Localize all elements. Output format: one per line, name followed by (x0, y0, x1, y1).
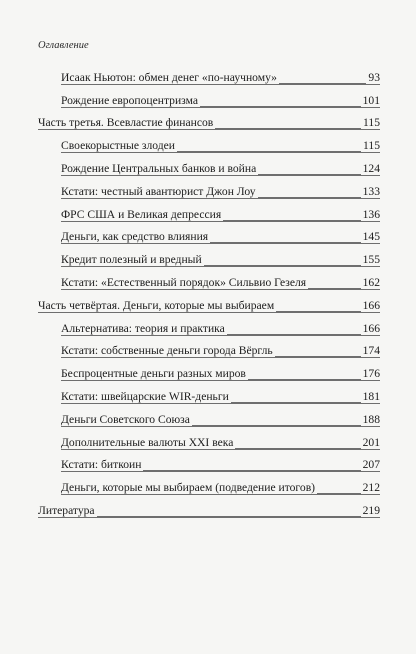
toc-chapter-entry (38, 246, 380, 269)
toc-chapter-entry (38, 338, 380, 361)
toc-entry-page-number: 136 (362, 207, 380, 221)
toc-entry-page-number: 188 (362, 412, 380, 426)
toc-part-entry (38, 292, 380, 315)
toc-entry-rule (61, 357, 380, 358)
toc-entry-title: Деньги Советского Союза (61, 412, 190, 426)
toc-entry-title: Часть четвёртая. Деньги, которые мы выбираем (38, 298, 275, 312)
toc-entry-page-number: 176 (362, 367, 380, 381)
toc-entry-rule (61, 107, 380, 108)
toc-entry-title: ФРС США и Великая депрессия (61, 207, 222, 221)
table-of-contents (38, 64, 380, 520)
toc-entry-rule (61, 471, 380, 472)
toc-entry-rule (61, 380, 380, 381)
toc-entry-title: Кстати: швейцарские WIR-деньги (61, 389, 229, 403)
toc-entry-title: Рождение европоцентризма (61, 93, 198, 107)
toc-chapter-entry (38, 360, 380, 383)
toc-chapter-entry (38, 132, 380, 155)
toc-chapter-entry (38, 406, 380, 429)
toc-entry-title: Кстати: собственные деньги города Вёргль (61, 344, 273, 358)
toc-chapter-entry (38, 315, 380, 338)
toc-entry-page-number: 181 (362, 389, 380, 403)
toc-entry-rule (61, 449, 380, 450)
toc-entry-rule (38, 129, 380, 130)
toc-entry-title: Своекорыстные злодеи (61, 139, 175, 153)
toc-entry-rule (38, 517, 380, 518)
toc-entry-page-number: 207 (362, 458, 380, 472)
toc-chapter-entry (38, 201, 380, 224)
toc-entry-rule (61, 426, 380, 427)
toc-chapter-entry (38, 155, 380, 178)
toc-entry-rule (61, 403, 380, 404)
toc-part-entry (38, 110, 380, 133)
toc-entry-title: Кстати: биткоин (61, 458, 142, 472)
toc-entry-rule (61, 221, 380, 222)
toc-entry-rule (61, 152, 380, 153)
toc-entry-rule (61, 494, 380, 495)
toc-entry-title: Беспроцентные деньги разных миров (61, 367, 246, 381)
toc-entry-page-number: 115 (363, 139, 380, 153)
toc-part-entry (38, 497, 380, 520)
toc-entry-rule (61, 335, 380, 336)
toc-entry-page-number: 166 (362, 298, 380, 312)
toc-entry-rule (61, 84, 380, 85)
running-head: Оглавление (38, 40, 89, 51)
toc-entry-page-number: 115 (363, 116, 380, 130)
toc-entry-page-number: 133 (362, 184, 380, 198)
toc-entry-page-number: 166 (362, 321, 380, 335)
toc-chapter-entry (38, 474, 380, 497)
toc-entry-title: Часть третья. Всевластие финансов (38, 116, 214, 130)
toc-chapter-entry (38, 452, 380, 475)
toc-entry-rule (61, 243, 380, 244)
toc-chapter-entry (38, 429, 380, 452)
toc-chapter-entry (38, 64, 380, 87)
toc-entry-page-number: 201 (362, 435, 380, 449)
toc-entry-title: Кстати: «Естественный порядок» Сильвио Гезеля (61, 275, 307, 289)
toc-entry-title: Рождение Центральных банков и война (61, 161, 257, 175)
toc-entry-page-number: 145 (362, 230, 380, 244)
toc-entry-title: Кредит полезный и вредный (61, 253, 202, 267)
toc-entry-rule (61, 266, 380, 267)
toc-entry-page-number: 174 (362, 344, 380, 358)
toc-entry-page-number: 162 (362, 275, 380, 289)
toc-entry-page-number: 93 (368, 70, 380, 84)
toc-entry-page-number: 219 (362, 503, 380, 517)
toc-entry-title: Кстати: честный авантюрист Джон Лоу (61, 184, 256, 198)
toc-chapter-entry (38, 178, 380, 201)
toc-entry-title: Дополнительные валюты XXI века (61, 435, 234, 449)
toc-entry-rule (38, 312, 380, 313)
toc-chapter-entry (38, 383, 380, 406)
toc-entry-title: Исаак Ньютон: обмен денег «по-научному» (61, 70, 277, 84)
toc-entry-title: Деньги, как средство влияния (61, 230, 209, 244)
toc-entry-title: Альтернатива: теория и практика (61, 321, 225, 335)
toc-entry-page-number: 101 (362, 93, 380, 107)
toc-entry-rule (61, 289, 380, 290)
toc-entry-page-number: 212 (362, 481, 380, 495)
toc-chapter-entry (38, 87, 380, 110)
toc-chapter-entry (38, 269, 380, 292)
toc-entry-rule (61, 175, 380, 176)
toc-entry-title: Деньги, которые мы выбираем (подведение итогов) (61, 481, 316, 495)
toc-entry-page-number: 124 (362, 161, 380, 175)
toc-entry-page-number: 155 (362, 253, 380, 267)
toc-entry-title: Литература (38, 503, 95, 517)
toc-entry-rule (61, 198, 380, 199)
toc-chapter-entry (38, 224, 380, 247)
